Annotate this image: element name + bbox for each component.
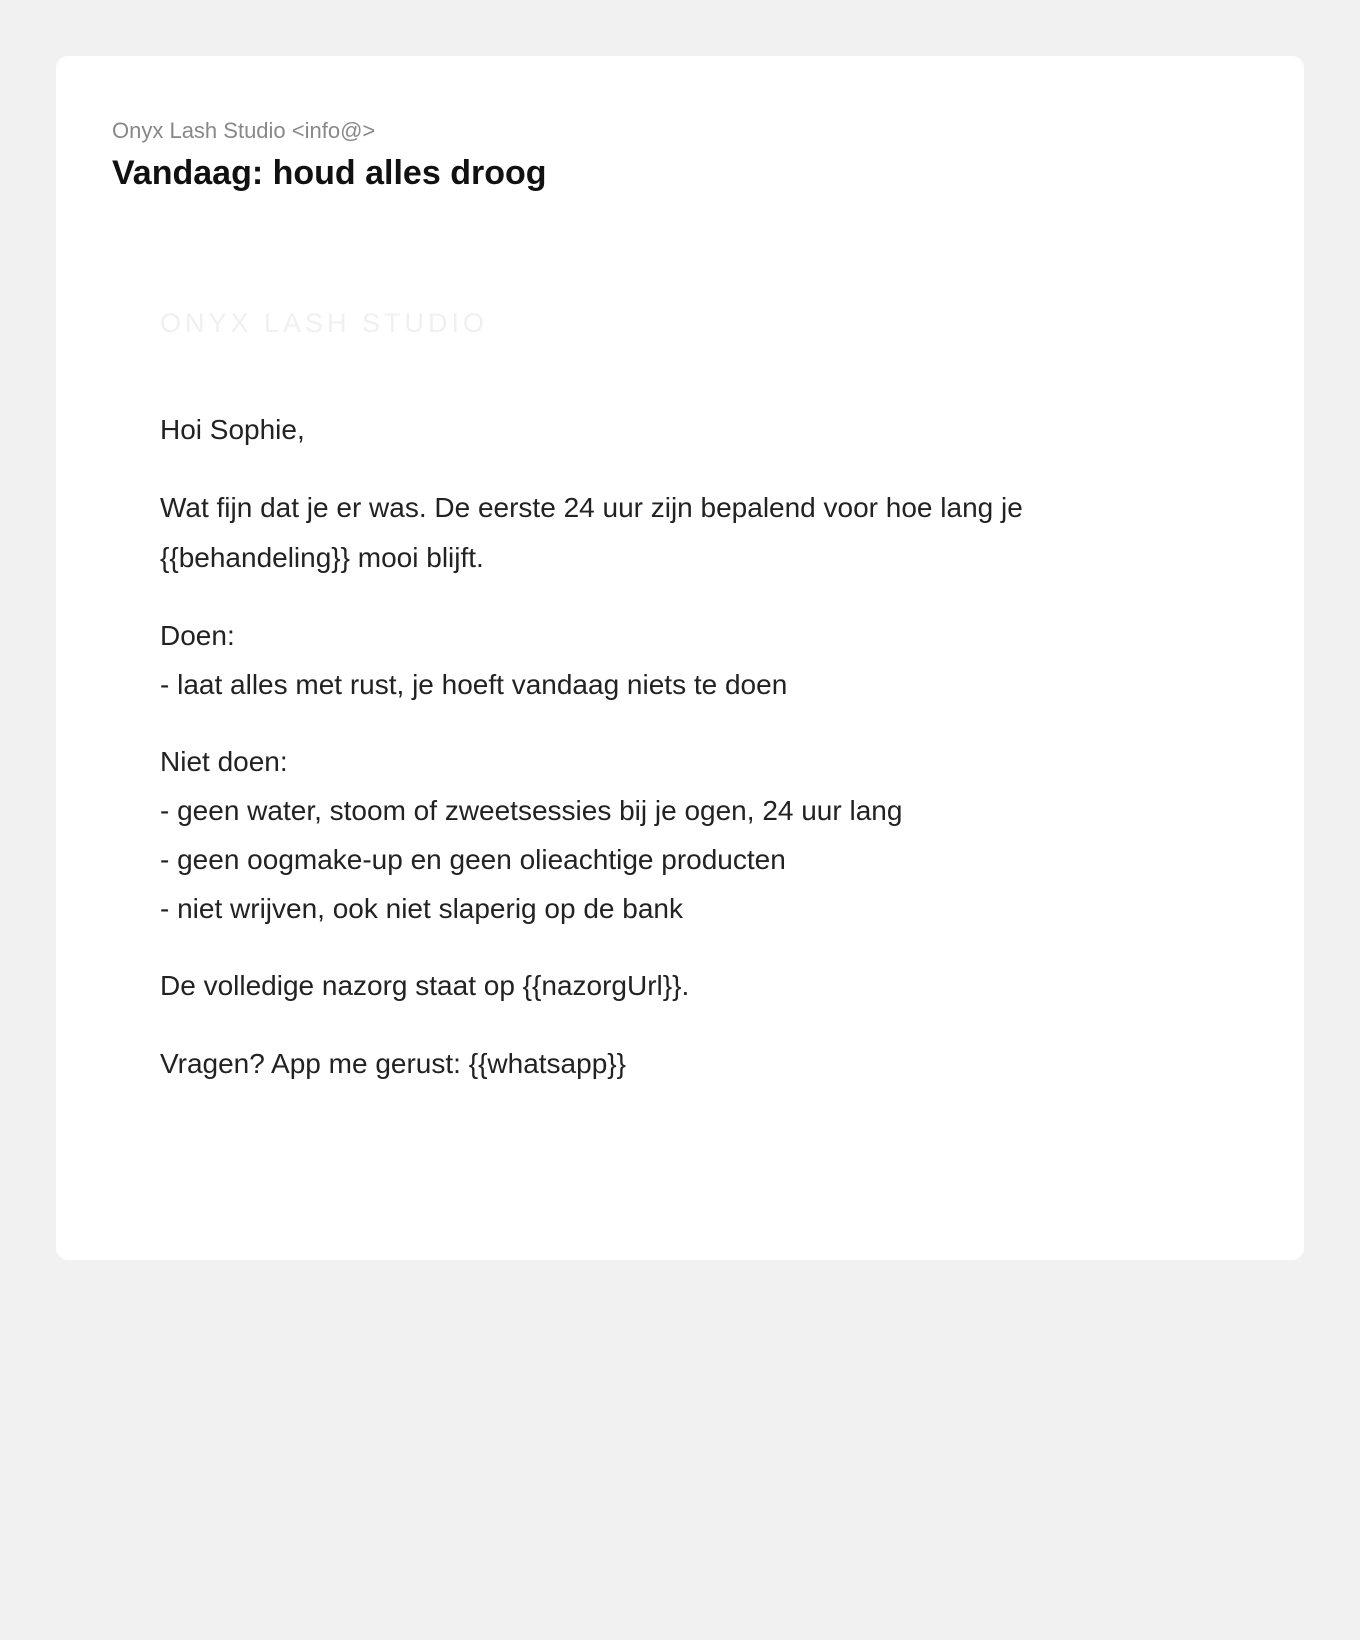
questions-paragraph: Vragen? App me gerust: {{whatsapp}} bbox=[160, 1048, 626, 1079]
dont-item: - geen water, stoom of zweetsessies bij je ogen, 24 uur lang bbox=[160, 795, 903, 826]
do-item: - laat alles met rust, je hoeft vandaag niets te doen bbox=[160, 669, 788, 700]
aftercare-paragraph: De volledige nazorg staat op {{nazorgUrl}}. bbox=[160, 970, 690, 1001]
brand-wordmark: ONYX LASH STUDIO bbox=[160, 308, 489, 338]
email-body bbox=[160, 310, 1200, 1117]
email-subject: Vandaag: houd alles droog bbox=[112, 154, 547, 192]
email-card bbox=[56, 56, 1304, 1260]
dont-heading: Niet doen: bbox=[160, 746, 288, 777]
intro-paragraph: Wat fijn dat je er was. De eerste 24 uur zijn bepalend voor hoe lang je {{behandeling}} mooi blijft. bbox=[160, 492, 1023, 573]
dont-item: - niet wrijven, ook niet slaperig op de bank bbox=[160, 893, 683, 924]
greeting: Hoi Sophie, bbox=[160, 414, 305, 445]
dont-item: - geen oogmake-up en geen olieachtige producten bbox=[160, 844, 786, 875]
do-section bbox=[160, 611, 1200, 709]
dont-section bbox=[160, 737, 1200, 933]
do-heading: Doen: bbox=[160, 620, 235, 651]
email-sender: Onyx Lash Studio <info@> bbox=[112, 118, 376, 143]
